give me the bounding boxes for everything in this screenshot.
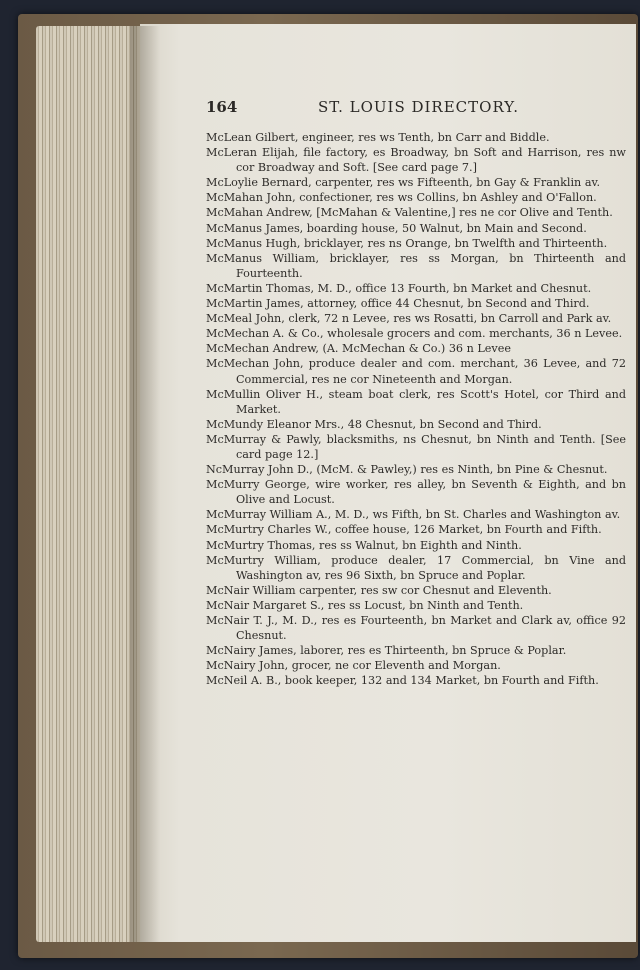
directory-entry: McMurry George, wire worker, res alley, bn Seventh & Eighth, and bn Olive and Locust. <box>206 478 626 507</box>
page-header <box>206 98 626 120</box>
directory-entry: McMartin James, attorney, office 44 Chesnut, bn Second and Third. <box>206 297 590 311</box>
directory-entry: McManus Hugh, bricklayer, res ns Orange, bn Twelfth and Thirteenth. <box>206 236 608 250</box>
directory-entry: McMurtry Thomas, res ss Walnut, bn Eighth and Ninth. <box>206 538 522 552</box>
gutter-shadow <box>130 26 160 942</box>
directory-entry: McNair T. J., M. D., res es Fourteenth, bn Market and Clark av, office 92 Chesnut. <box>206 614 626 643</box>
directory-entry: McMurtry Charles W., coffee house, 126 Market, bn Fourth and Fifth. <box>206 523 602 537</box>
directory-entry: McNair Margaret S., res ss Locust, bn Ninth and Tenth. <box>206 598 524 612</box>
running-title: ST. LOUIS DIRECTORY. <box>318 98 520 116</box>
directory-entry: McMurray & Pawly, blacksmiths, ns Chesnut, bn Ninth and Tenth. [See card page 12.] <box>206 432 626 461</box>
directory-entry: McLean Gilbert, engineer, res ws Tenth, bn Carr and Biddle. <box>206 131 550 144</box>
directory-entry: McLoylie Bernard, carpenter, res ws Fifteenth, bn Gay & Franklin av. <box>206 176 601 190</box>
directory-entry: McMundy Eleanor Mrs., 48 Chesnut, bn Second and Third. <box>206 417 542 431</box>
directory-entry: McMahan John, confectioner, res ws Collins, bn Ashley and O'Fallon. <box>206 191 597 205</box>
directory-entry: McNairy John, grocer, ne cor Eleventh and Morgan. <box>206 659 501 673</box>
page-number: 164 <box>206 98 238 116</box>
directory-entry: McMechan John, produce dealer and com. merchant, 36 Levee, and 72 Commercial, res ne cor Nineteenth and Morgan. <box>206 357 626 386</box>
directory-entry: NcMurray John D., (McM. & Pawley,) res es Ninth, bn Pine & Chesnut. <box>206 463 608 477</box>
directory-entry: McMechan A. & Co., wholesale grocers and com. merchants, 36 n Levee. <box>206 327 623 341</box>
directory-entry: McNeil A. B., book keeper, 132 and 134 Market, bn Fourth and Fifth. <box>206 674 599 688</box>
directory-entry: McMurtry William, produce dealer, 17 Commercial, bn Vine and Washington av, res 96 Sixth, bn Spruce and Poplar. <box>206 553 626 582</box>
directory-entry: McManus William, bricklayer, res ss Morgan, bn Thirteenth and Fourteenth. <box>206 251 626 280</box>
directory-entry: McMahan Andrew, [McMahan & Valentine,] res ne cor Olive and Tenth. <box>206 206 613 220</box>
directory-entry: McNair William carpenter, res sw cor Chesnut and Eleventh. <box>206 583 552 597</box>
directory-entry: McNairy James, laborer, res es Thirteenth, bn Spruce & Poplar. <box>206 644 567 658</box>
directory-entry: McLeran Elijah, file factory, es Broadway, bn Soft and Harrison, res nw cor Broadway and Soft. [See card page 7.] <box>206 146 626 175</box>
directory-entry: McManus James, boarding house, 50 Walnut, bn Main and Second. <box>206 221 587 235</box>
directory-entry: McMeal John, clerk, 72 n Levee, res ws Rosatti, bn Carroll and Park av. <box>206 312 612 326</box>
directory-entry: McMurray William A., M. D., ws Fifth, bn St. Charles and Washington av. <box>206 508 621 522</box>
directory-entry: McMechan Andrew, (A. McMechan & Co.) 36 n Levee <box>206 342 511 356</box>
directory-entries <box>206 130 626 688</box>
directory-entry: McMartin Thomas, M. D., office 13 Fourth, bn Market and Chesnut. <box>206 281 592 295</box>
directory-entry: McMullin Oliver H., steam boat clerk, res Scott's Hotel, cor Third and Market. <box>206 387 626 416</box>
